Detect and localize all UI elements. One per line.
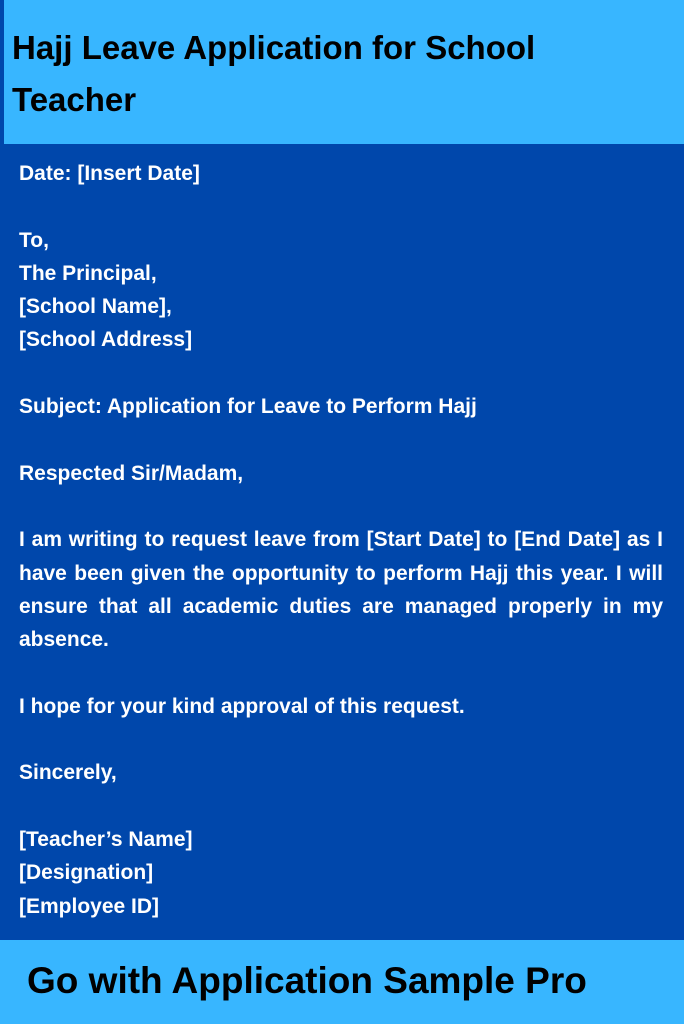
letter-paragraph: I am writing to request leave from [Start Date] to [End Date] as I have been given the opportunity to perform Hajj this year. I will ensure that all academic duties are managed properly in my absence. [19, 528, 663, 652]
letter-school-address: [School Address] [19, 328, 193, 352]
spacer [19, 790, 663, 823]
footer-brand-text: Go with Application Sample Pro [27, 960, 587, 1001]
spacer [19, 190, 663, 223]
letter-designation: [Designation] [19, 861, 154, 885]
letter-employee-id: [Employee ID] [19, 894, 160, 918]
letter-body [19, 157, 663, 923]
spacer [19, 490, 663, 523]
letter-closing-line: I hope for your kind approval of this request. [19, 694, 465, 718]
spacer [19, 656, 663, 689]
letter-to: To, [19, 228, 49, 252]
letter-recipient: The Principal, [19, 261, 157, 285]
letter-school-name: [School Name], [19, 295, 172, 319]
page-title: Hajj Leave Application for School Teacher [12, 29, 536, 118]
page-header [0, 0, 684, 144]
letter-sign-off: Sincerely, [19, 761, 117, 785]
letter-teacher-name: [Teacher’s Name] [19, 827, 193, 851]
page-footer [0, 940, 684, 1024]
spacer [19, 423, 663, 456]
letter-subject: Subject: Application for Leave to Perform Hajj [19, 395, 477, 419]
letter-date: Date: [Insert Date] [19, 162, 200, 185]
letter-salutation: Respected Sir/Madam, [19, 461, 244, 485]
spacer [19, 723, 663, 756]
spacer [19, 357, 663, 390]
